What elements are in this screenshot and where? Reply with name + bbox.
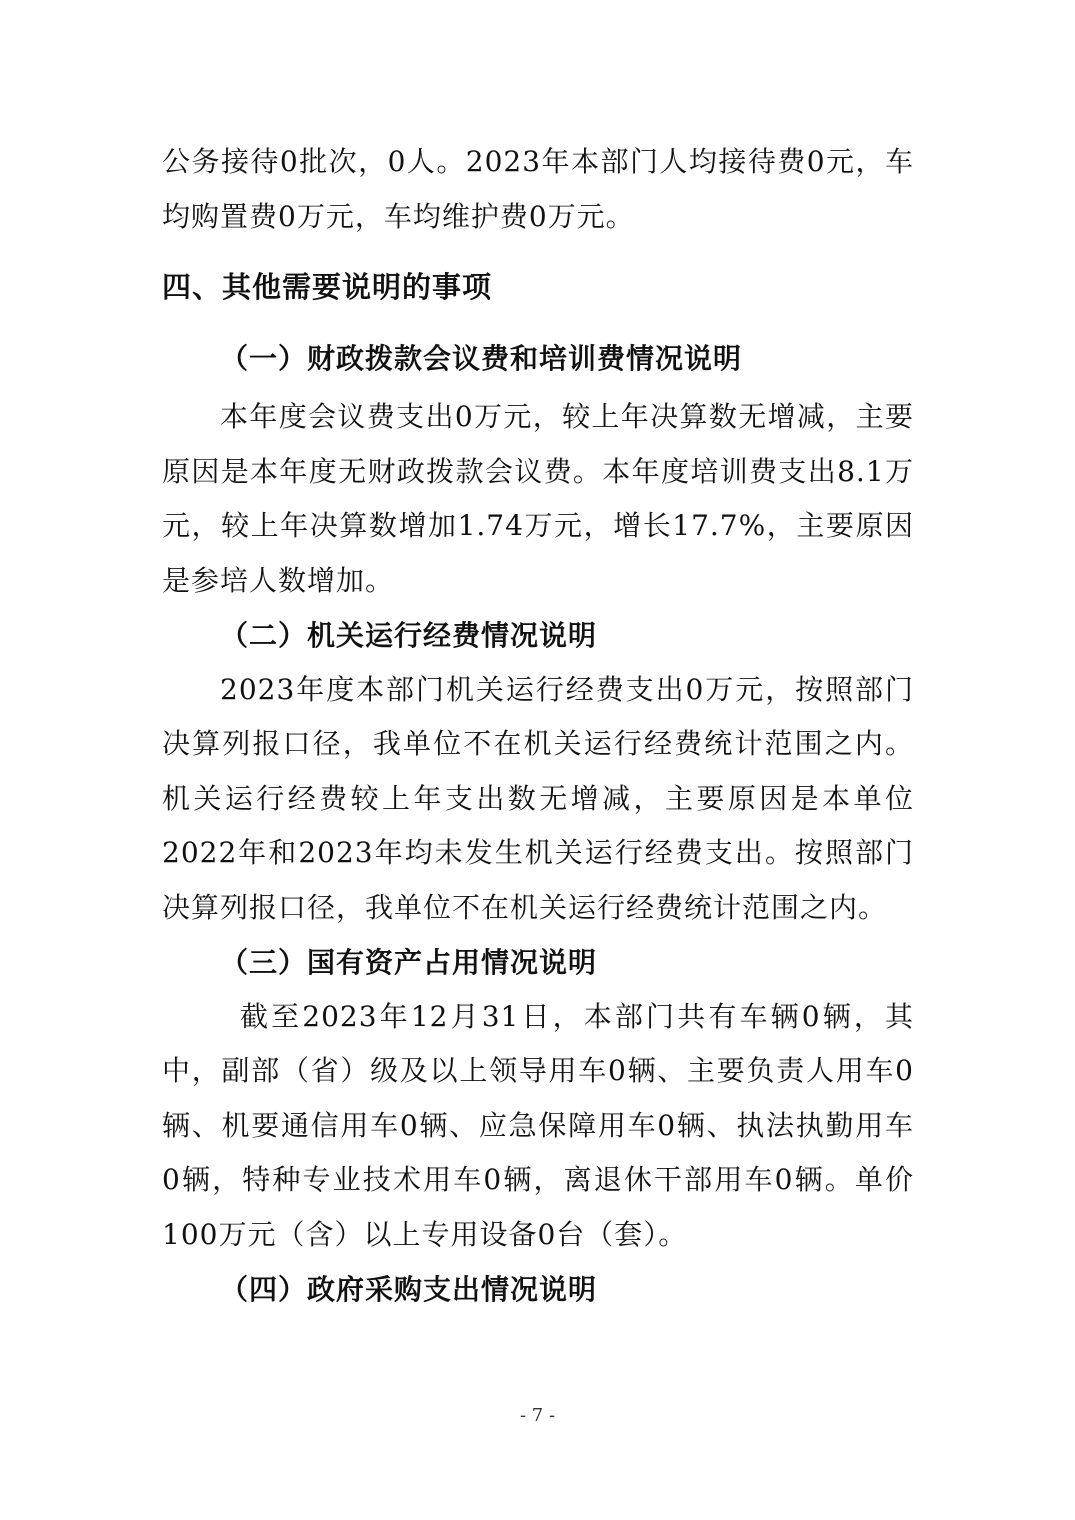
heading-operating-expenses: （二）机关运行经费情况说明: [220, 618, 598, 652]
paragraph-operating-expenses: 2023年度本部门机关运行经费支出0万元，按照部门决算列报口径，我单位不在机关运行经费统计范围之内。机关运行经费较上年支出数无增减，主要原因是本单位2022年和2023年均未发生机关运行经费支出。按照部门决算列报口径，我单位不在机关运行经费统计范围之内。: [162, 672, 914, 924]
heading-section-four: 四、其他需要说明的事项: [162, 270, 493, 305]
page-number: - 7 -: [519, 1405, 556, 1426]
heading-government-procurement: （四）政府采购支出情况说明: [220, 1272, 598, 1306]
paragraph-state-assets: 截至2023年12月31日，本部门共有车辆0辆，其中，副部（省）级及以上领导用车0辆、主要负责人用车0辆、机要通信用车0辆、应急保障用车0辆、执法执勤用车0辆，特种专业技术用车0辆，离退休干部用车0辆。单价100万元（含）以上专用设备0台（套）。: [162, 999, 914, 1251]
paragraph-meeting-training: 本年度会议费支出0万元，较上年决算数无增减，主要原因是本年度无财政拨款会议费。本年度培训费支出8.1万元，较上年决算数增加1.74万元，增长17.7%，主要原因是参培人数增加。: [162, 400, 914, 597]
document-body: [162, 135, 914, 1317]
heading-state-assets: （三）国有资产占用情况说明: [220, 945, 598, 979]
heading-meeting-training: （一）财政拨款会议费和培训费情况说明: [220, 342, 743, 376]
paragraph-reception: 公务接待0批次，0人。2023年本部门人均接待费0元，车均购置费0万元，车均维护费0万元。: [162, 145, 914, 233]
